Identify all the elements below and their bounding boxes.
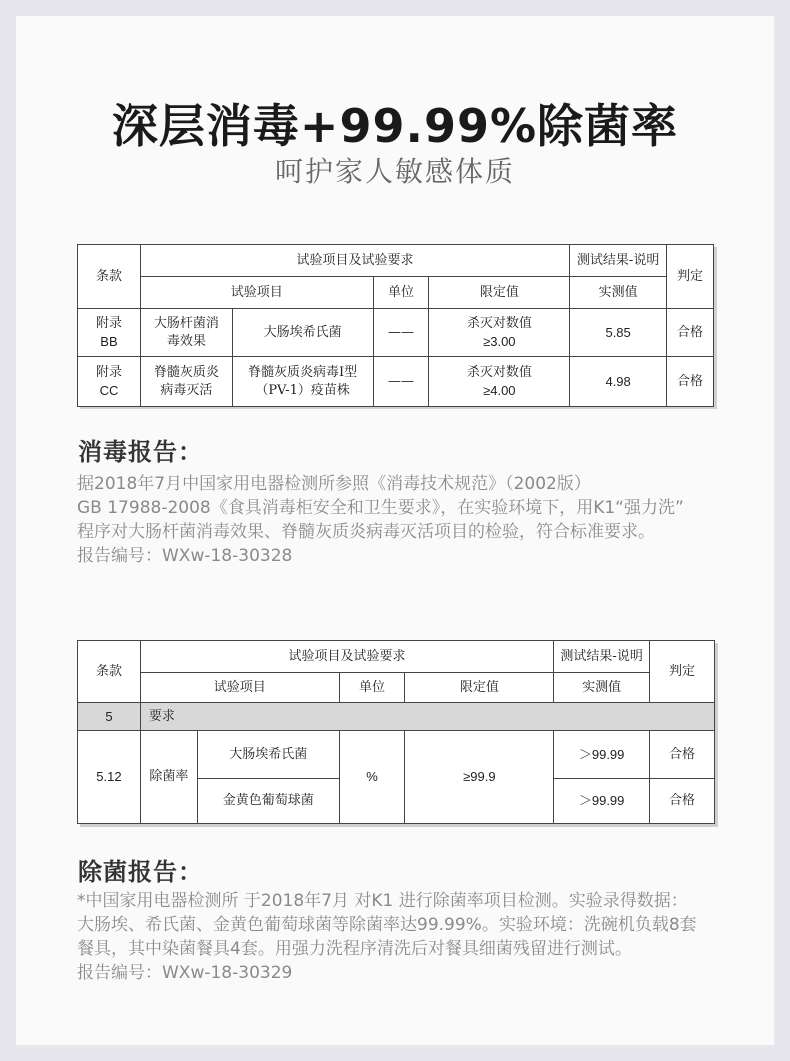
row-item: 除菌率 [140,731,197,824]
group-label: 要求 [140,703,714,731]
row-unit: —— [373,309,429,357]
header-unit: 单位 [339,673,405,703]
header-item-requirement: 试验项目及试验要求 [140,641,553,673]
header-item-requirement: 试验项目及试验要求 [140,245,569,277]
row-judgement: 合格 [667,357,714,407]
header-limit: 限定值 [405,673,554,703]
disinfection-report-title: 消毒报告： [78,438,203,466]
header-measured: 实测值 [570,277,667,309]
sterilization-test-table [77,640,715,824]
row-sub-item: 大肠埃希氏菌 [197,731,339,779]
row-unit: —— [373,357,429,407]
header-limit: 限定值 [429,277,570,309]
row-unit: % [339,731,405,824]
row-clause: 附录 BB [78,309,141,357]
group-row [78,703,715,731]
group-number: 5 [78,703,141,731]
row-sub-item: 脊髓灰质炎病毒Ⅰ型 （PV-1）疫苗株 [232,357,373,407]
sterilization-report-title: 除菌报告： [78,858,203,886]
header-clause: 条款 [78,641,141,703]
header-judgement: 判定 [650,641,715,703]
header-test-item: 试验项目 [140,673,339,703]
row-sub-item: 金黄色葡萄球菌 [197,779,339,824]
header-result: 测试结果-说明 [570,245,667,277]
header-judgement: 判定 [667,245,714,309]
header-unit: 单位 [373,277,429,309]
table-row [78,731,715,779]
row-clause: 5.12 [78,731,141,824]
row-measured: 5.85 [570,309,667,357]
header-measured: 实测值 [554,673,650,703]
row-limit: ≥99.9 [405,731,554,824]
row-limit: 杀灭对数值 ≥4.00 [429,357,570,407]
table-row [78,357,714,407]
row-sub-item: 大肠埃希氏菌 [232,309,373,357]
row-limit: 杀灭对数值 ≥3.00 [429,309,570,357]
row-measured: ＞99.99 [554,779,650,824]
row-clause: 附录 CC [78,357,141,407]
row-item: 大肠杆菌消 毒效果 [140,309,232,357]
row-judgement: 合格 [667,309,714,357]
row-item: 脊髓灰质炎 病毒灭活 [140,357,232,407]
disinfection-test-table [77,244,714,407]
table-row [78,309,714,357]
row-judgement: 合格 [650,779,715,824]
page-title: 深层消毒+99.99%除菌率 [111,99,679,153]
row-measured: 4.98 [570,357,667,407]
header-result: 测试结果-说明 [554,641,650,673]
disinfection-report-text: 据2018年7月中国家用电器检测所参照《消毒技术规范》（2002版） GB 17988-2008《食具消毒柜安全和卫生要求》，在实验环境下，用K1“强力洗” 程序对大肠杆菌消毒效果、脊髓灰质炎病毒灭活项目的检验，符合标准要求。 报告编号：WXw-18-30328 [77,474,684,566]
row-measured: ＞99.99 [554,731,650,779]
header-clause: 条款 [78,245,141,309]
header-test-item: 试验项目 [140,277,373,309]
page-subtitle: 呵护家人敏感体质 [274,155,515,188]
row-judgement: 合格 [650,731,715,779]
sterilization-report-text: *中国家用电器检测所 于2018年7月 对K1 进行除菌率项目检测。实验录得数据： 大肠埃、希氏菌、金黄色葡萄球菌等除菌率达99.99%。实验环境：洗碗机负载8套 餐具，其中染菌餐具4套。用强力洗程序清洗后对餐具细菌残留进行测试。 报告编号：WXw-18-30329 [77,891,697,983]
